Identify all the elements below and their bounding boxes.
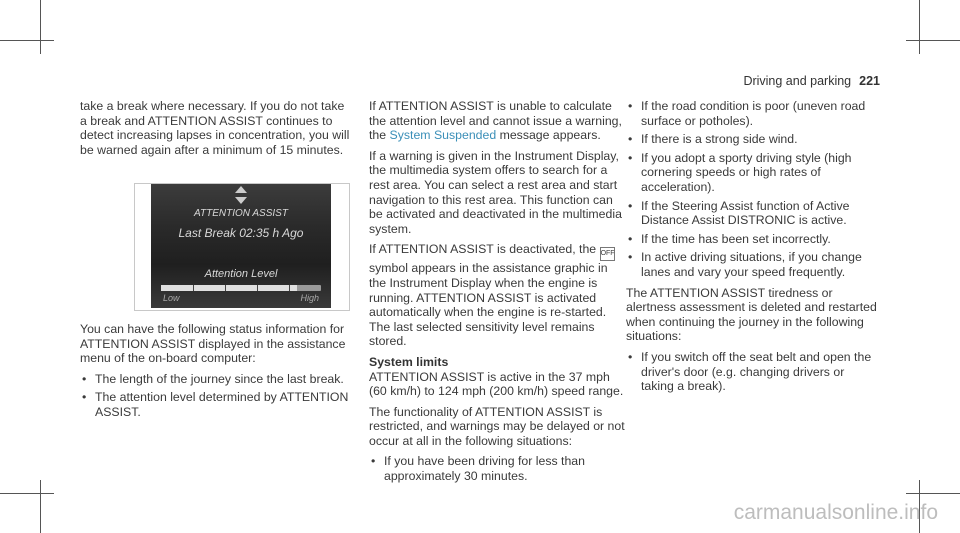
bar-tick (257, 285, 258, 291)
attention-assist-off-icon: OFF (600, 247, 615, 261)
list-item: • If you switch off the seat belt and open the driver's door (e.g. changing drivers or taking a break). (626, 350, 880, 394)
page-number: 221 (859, 74, 880, 88)
crop-mark (0, 493, 54, 494)
column-2 (369, 99, 625, 490)
system-suspended-message: System Suspended (389, 128, 497, 143)
screen-title: ATTENTION ASSIST (194, 208, 288, 219)
bullet-list (626, 350, 880, 394)
crop-mark (40, 0, 41, 54)
crop-mark (0, 40, 54, 41)
attention-level-bar (161, 285, 321, 291)
list-item: • The length of the journey since the last break. (80, 372, 352, 387)
list-item: • If the time has been set incorrectly. (626, 232, 880, 247)
paragraph (369, 242, 625, 349)
paragraph: If a warning is given in the Instrument Display, the multimedia system offers to search for a rest area. You can select a rest area and start navigation to this rest area. This function can be activated and deactivated in the multimedia system. (369, 148, 622, 236)
column-1-lower (80, 322, 352, 426)
attention-level-title: Attention Level (204, 268, 278, 280)
paragraph: ATTENTION ASSIST is active in the 37 mph (60 km/h) to 124 mph (200 km/h) speed range. (369, 369, 624, 399)
last-break-text: Last Break 02:35 h Ago (178, 226, 304, 240)
text-fragment: If ATTENTION ASSIST is unable to calculate the attention level and cannot issue a warning, the (369, 99, 622, 143)
attention-assist-figure (134, 183, 350, 311)
section-title: Driving and parking (743, 74, 852, 88)
bullet-list (369, 454, 625, 483)
crop-mark (919, 0, 920, 54)
list-item: • In active driving situations, if you change lanes and vary your speed frequently. (626, 250, 880, 279)
crop-mark (40, 480, 41, 533)
crop-mark (906, 493, 960, 494)
column-3 (626, 99, 880, 400)
page-header (743, 74, 880, 88)
list-item: • If there is a strong side wind. (626, 132, 880, 147)
attention-level-fill (161, 285, 297, 291)
watermark: carmanualsonline.info (733, 501, 938, 524)
bar-tick (193, 285, 194, 291)
bar-tick (289, 285, 290, 291)
bullet-list (626, 99, 880, 280)
crop-mark (906, 40, 960, 41)
text-fragment: symbol appears in the assistance graphic in the Instrument Display when the engine is running. ATTENTION ASSIST is activated automatically when the engine is re-started. The last selected sensitivity level remains stored. (369, 261, 608, 349)
list-item: • If you adopt a sporty driving style (high cornering speeds or high rates of acceleration). (626, 151, 880, 195)
list-item: • If the Steering Assist function of Active Distance Assist DISTRONIC is active. (626, 199, 880, 228)
bar-tick (225, 285, 226, 291)
column-1 (80, 99, 352, 163)
system-limits-heading: System limits (369, 354, 449, 369)
paragraph: take a break where necessary. If you do not take a break and ATTENTION ASSIST continues to detect increasing lapses in concentration, you will be warned again after a minimum of 15 minutes. (80, 99, 350, 157)
paragraph: The ATTENTION ASSIST tiredness or alertness assessment is deleted and restarted when continuing the journey in the following situations: (626, 285, 877, 344)
bullet-list (80, 372, 352, 420)
list-item: • The attention level determined by ATTENTION ASSIST. (80, 390, 352, 419)
paragraph: You can have the following status information for ATTENTION ASSIST displayed in the assistance menu of the on-board computer: (80, 322, 346, 366)
display-screen (151, 184, 331, 308)
scroll-arrows-icon (235, 186, 247, 204)
high-label: High (300, 293, 319, 303)
text-fragment: If ATTENTION ASSIST is deactivated, the (369, 242, 597, 257)
list-item: • If you have been driving for less than approximately 30 minutes. (369, 454, 625, 483)
paragraph (369, 99, 625, 143)
paragraph: The functionality of ATTENTION ASSIST is restricted, and warnings may be delayed or not occur at all in the following situations: (369, 404, 625, 448)
low-label: Low (163, 293, 180, 303)
list-item: • If the road condition is poor (uneven road surface or potholes). (626, 99, 880, 128)
text-fragment: message appears. (499, 128, 601, 143)
